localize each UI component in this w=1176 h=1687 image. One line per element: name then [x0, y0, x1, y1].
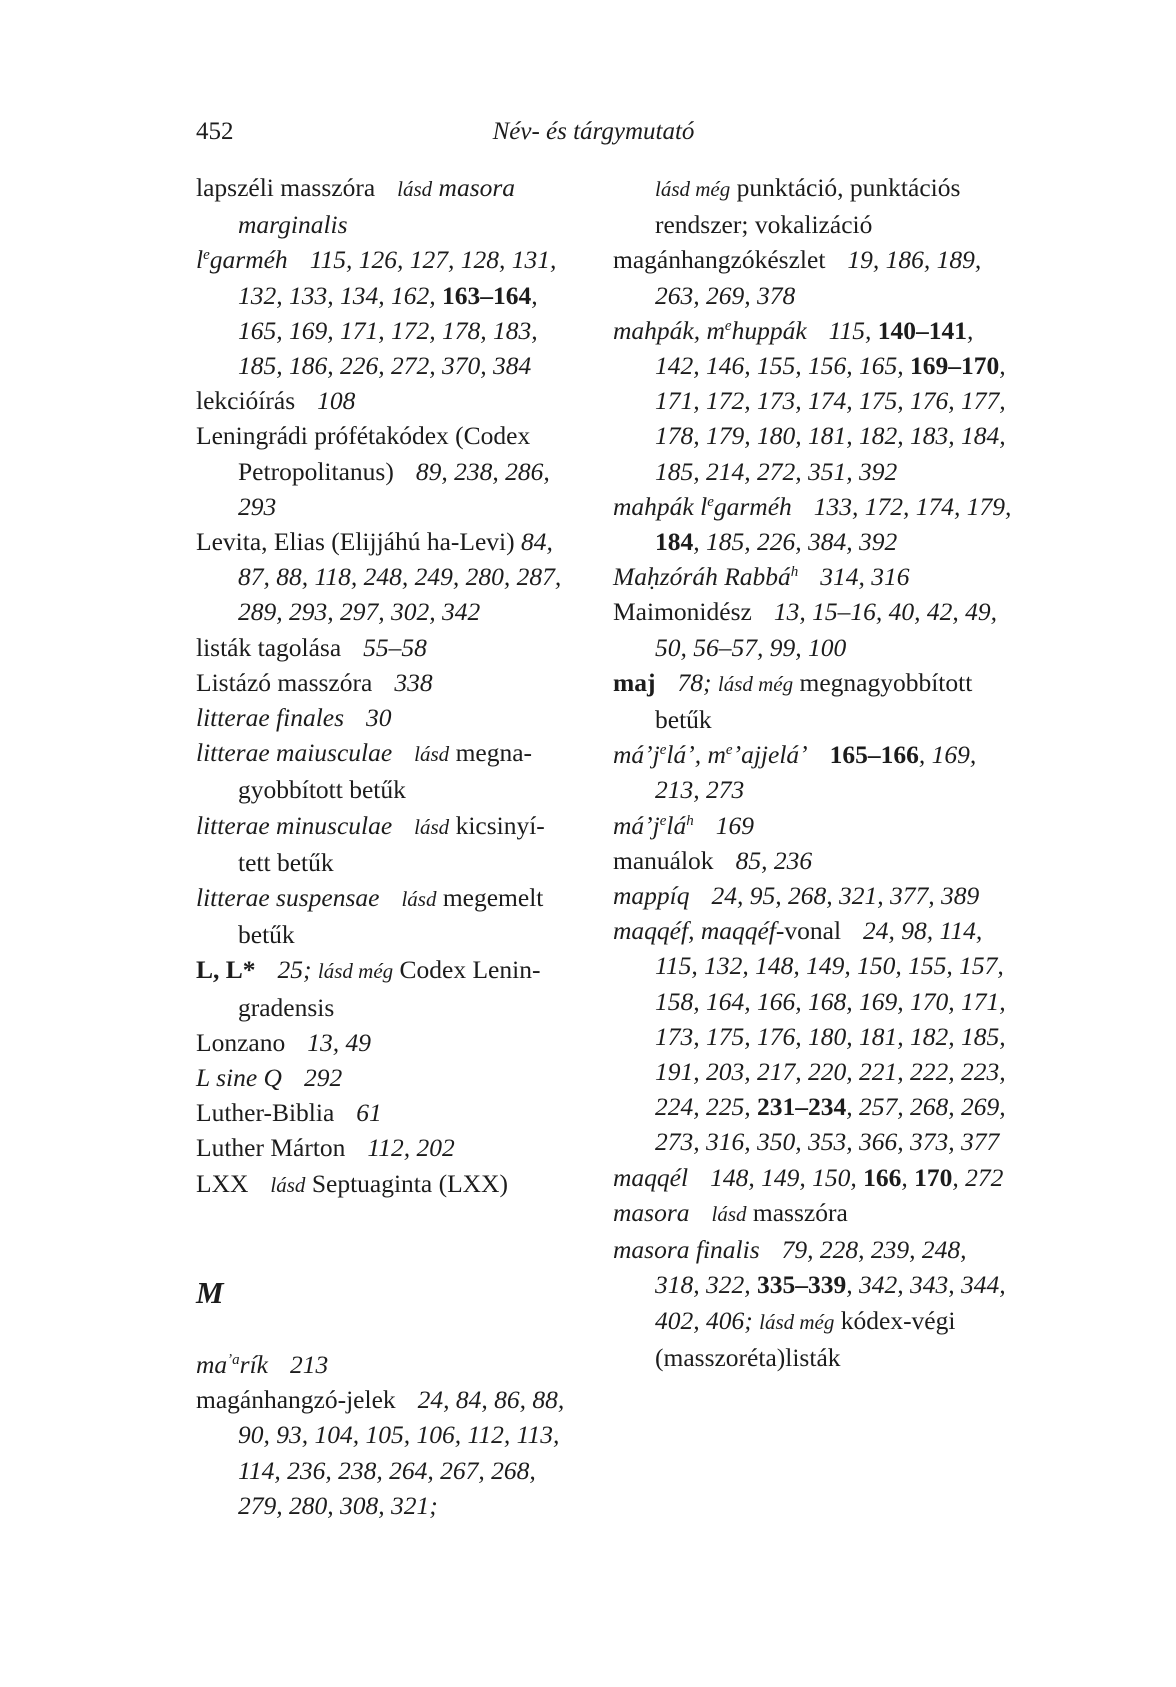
page-number: 452	[196, 118, 234, 145]
index-entry	[196, 808, 576, 880]
see-target: punktáció, punktációs rendszer; vokalizáció	[655, 173, 961, 240]
index-entry	[196, 170, 576, 242]
see-label: lásd	[711, 1201, 747, 1226]
entry-term: Luther Márton	[196, 1133, 346, 1163]
index-entry	[613, 313, 1013, 489]
entry-term: Levita, Elias (Elijjáhú ha-Levi)	[196, 527, 515, 557]
page-refs: 112, 202	[367, 1133, 455, 1163]
entry-term: litterae maiusculae	[196, 738, 393, 768]
page-refs: 148, 149, 150,	[710, 1162, 864, 1192]
see-target: kódex-végi (masszoréta)listák	[655, 1305, 956, 1372]
index-entry	[196, 418, 576, 524]
index-entry	[196, 1347, 576, 1382]
entry-term: magánhangzó-jelek	[196, 1385, 396, 1415]
entry-term: masora	[613, 1197, 690, 1227]
index-entry	[196, 383, 576, 418]
index-entry	[196, 1095, 576, 1130]
page-refs: 89, 238, 286, 293	[238, 456, 550, 521]
index-entry-continuation	[613, 170, 1013, 242]
entry-term: L, L*	[196, 955, 256, 985]
see-label: lásd	[401, 887, 437, 912]
page-refs: 30	[366, 703, 392, 733]
index-entry	[613, 665, 1013, 737]
entry-term: listák tagolása	[196, 632, 342, 662]
index-entry	[196, 880, 576, 952]
page-refs: 25;	[277, 955, 312, 985]
entry-term: maj	[613, 667, 656, 697]
see-target: kicsinyí-tett betűk	[238, 810, 545, 877]
entry-term: mahpák $l^egarméh$	[613, 491, 792, 521]
page-refs: 84, 87, 88, 118, 248, 249, 280, 287, 289, 293, 297, 302, 342	[238, 527, 562, 627]
page-refs: 24, 95, 268, 321, 377, 389	[711, 881, 980, 911]
page-refs: 19, 186, 189, 263, 269, 378	[655, 245, 982, 310]
page-refs-main: 184	[655, 527, 694, 557]
index-entry	[196, 700, 576, 735]
index-entry	[613, 594, 1013, 664]
see-label: lásd	[270, 1172, 306, 1197]
entry-term: Listázó masszóra	[196, 667, 373, 697]
index-entry	[196, 1166, 576, 1203]
page-refs: ,	[901, 1162, 915, 1192]
index-entry	[613, 878, 1013, 913]
section-letter: M	[196, 1274, 224, 1310]
page-refs: 61	[356, 1098, 382, 1128]
page-refs: 13, 49	[307, 1027, 371, 1057]
page-refs-main: 140–141	[877, 315, 968, 345]
see-target: Codex Lenin-gradensis	[238, 955, 541, 1022]
entry-term: $ma^{ʼa}rík$	[196, 1349, 268, 1379]
index-entry	[196, 242, 576, 383]
page-refs: 213	[290, 1349, 329, 1379]
index-entry	[613, 1160, 1013, 1195]
index-entry	[196, 1060, 576, 1095]
see-also-label: lásd még	[655, 177, 731, 201]
page-refs: 78;	[677, 667, 712, 697]
page-refs: 13, 15–16, 40, 42, 49, 50, 56–57, 99, 100	[655, 597, 997, 662]
page-refs: , 257, 268, 269, 273, 316, 350, 353, 366, 373, 377	[655, 1092, 1006, 1157]
page-refs: , 272	[952, 1162, 1004, 1192]
index-entry	[613, 1195, 1013, 1232]
page-refs-main: 169–170	[910, 351, 1000, 381]
see-target: Septuaginta (LXX)	[311, 1168, 508, 1198]
page-refs: 292	[303, 1063, 343, 1093]
page-refs: , 165, 169, 171, 172, 178, 183, 185, 186, 226, 272, 370, 384	[238, 280, 538, 381]
index-column-right	[613, 170, 1013, 1375]
index-entry	[196, 735, 576, 807]
see-also-label: lásd még	[317, 959, 394, 984]
entry-term: L sine Q	[196, 1063, 282, 1093]
page-refs: 169	[715, 810, 755, 840]
index-entry	[613, 843, 1013, 878]
see-also-label: lásd még	[717, 671, 794, 696]
running-title: Név- és tárgymutató	[492, 118, 695, 145]
index-entry	[196, 1025, 576, 1060]
entry-term: máʼj$^e$láʼ, $m^eʼajjeláʼ$	[613, 740, 808, 770]
see-target: megna-gyobbított betűk	[238, 738, 533, 805]
page-refs: 85, 236	[735, 845, 813, 875]
page-refs-main: 170	[914, 1162, 953, 1192]
page-refs: , 142, 146, 155, 156, 165,	[655, 315, 974, 381]
page-refs-main: 166	[863, 1162, 902, 1192]
entry-term: LXX	[196, 1168, 249, 1198]
index-entry	[196, 1130, 576, 1165]
entry-term: Luther-Biblia	[196, 1098, 335, 1128]
index-entry	[613, 489, 1013, 559]
entry-term: Leningrádi prófétakódex (Codex Petropolitanus)	[196, 421, 531, 486]
entry-term: Maimonidész	[613, 597, 752, 627]
index-entry	[613, 1232, 1013, 1375]
entry-term: lapszéli masszóra	[196, 173, 376, 202]
entry-term: Maḥzóráh Rabbá$^h$	[613, 562, 799, 592]
page-refs: 24, 98, 114, 115, 132, 148, 149, 150, 155, 157, 158, 164, 166, 168, 169, 170, 171, 173, 175, 176, 180, 181, 182, 185, 191, 203, 217, 220, 221, 222, 223, 224, 225,	[655, 916, 1006, 1122]
page-refs: , 169, 213, 273	[655, 740, 977, 805]
entry-term: $máʼj^elá^h$	[613, 810, 694, 840]
page-refs: 338	[394, 667, 433, 697]
see-target: masora marginalis	[238, 173, 516, 240]
see-target: megnagyobbított betűk	[655, 667, 973, 735]
page-refs: 55–58	[363, 632, 427, 662]
entry-term: Lonzano	[196, 1027, 286, 1057]
page-refs: 314, 316	[820, 562, 910, 592]
page-refs-main: 165–166	[829, 740, 919, 770]
see-label: lásd	[414, 742, 450, 767]
entry-term: manuálok	[613, 845, 714, 875]
see-label: lásd	[414, 814, 450, 839]
entry-term: mappíq	[613, 881, 690, 911]
index-column-left	[196, 170, 576, 1523]
index-entry	[613, 242, 1013, 312]
entry-term: mahpák, $m^ehuppák$	[613, 315, 807, 345]
page-refs: 133, 172, 174, 179,	[813, 491, 1012, 521]
entry-term: litterae minusculae	[196, 810, 393, 840]
entry-term: maqqéf, maqqéf-vonal	[613, 916, 842, 946]
index-entry	[196, 524, 576, 630]
entry-term: masora finalis	[613, 1235, 760, 1265]
entry-term: maqqél	[613, 1162, 689, 1192]
index-entry	[613, 808, 1013, 843]
index-entry	[613, 737, 1013, 807]
page-refs: 79, 228, 239, 248, 318, 322,	[655, 1235, 967, 1300]
entry-term: magánhangzókészlet	[613, 245, 826, 275]
index-entry	[613, 913, 1013, 1159]
entry-term: litterae suspensae	[196, 883, 380, 913]
page-refs: 108	[317, 386, 356, 416]
page-header	[196, 118, 991, 152]
page-refs: 115, 126, 127, 128, 131, 132, 133, 134, 162,	[238, 245, 557, 310]
index-entry	[196, 630, 576, 665]
index-entry	[613, 559, 1013, 594]
see-target: megemelt betűk	[238, 883, 544, 950]
page-refs: , 342, 343, 344, 402, 406;	[655, 1270, 1006, 1335]
page-refs: 115,	[828, 315, 878, 345]
index-entry	[196, 665, 576, 700]
index-entry	[196, 1382, 576, 1523]
entry-term: lekcióírás	[196, 386, 296, 416]
index-entry	[196, 952, 576, 1024]
see-also-label: lásd még	[759, 1309, 835, 1334]
page-refs: , 171, 172, 173, 174, 175, 176, 177, 178, 179, 180, 181, 182, 183, 184, 185, 214, 272, 351, 392	[655, 351, 1006, 486]
entry-term: litterae finales	[196, 703, 345, 733]
see-label: lásd	[397, 177, 433, 201]
page-refs-main: 335–339	[757, 1270, 847, 1300]
page-refs-main: 163–164	[442, 280, 532, 310]
entry-term: $l^egarméh$	[196, 245, 288, 275]
see-target: masszóra	[752, 1197, 848, 1227]
page-refs: , 185, 226, 384, 392	[693, 527, 898, 557]
page-refs-main: 231–234	[757, 1092, 847, 1122]
page-refs: 24, 84, 86, 88, 90, 93, 104, 105, 106, 112, 113, 114, 236, 238, 264, 267, 268, 279, 280, 308, 321;	[238, 1385, 565, 1520]
